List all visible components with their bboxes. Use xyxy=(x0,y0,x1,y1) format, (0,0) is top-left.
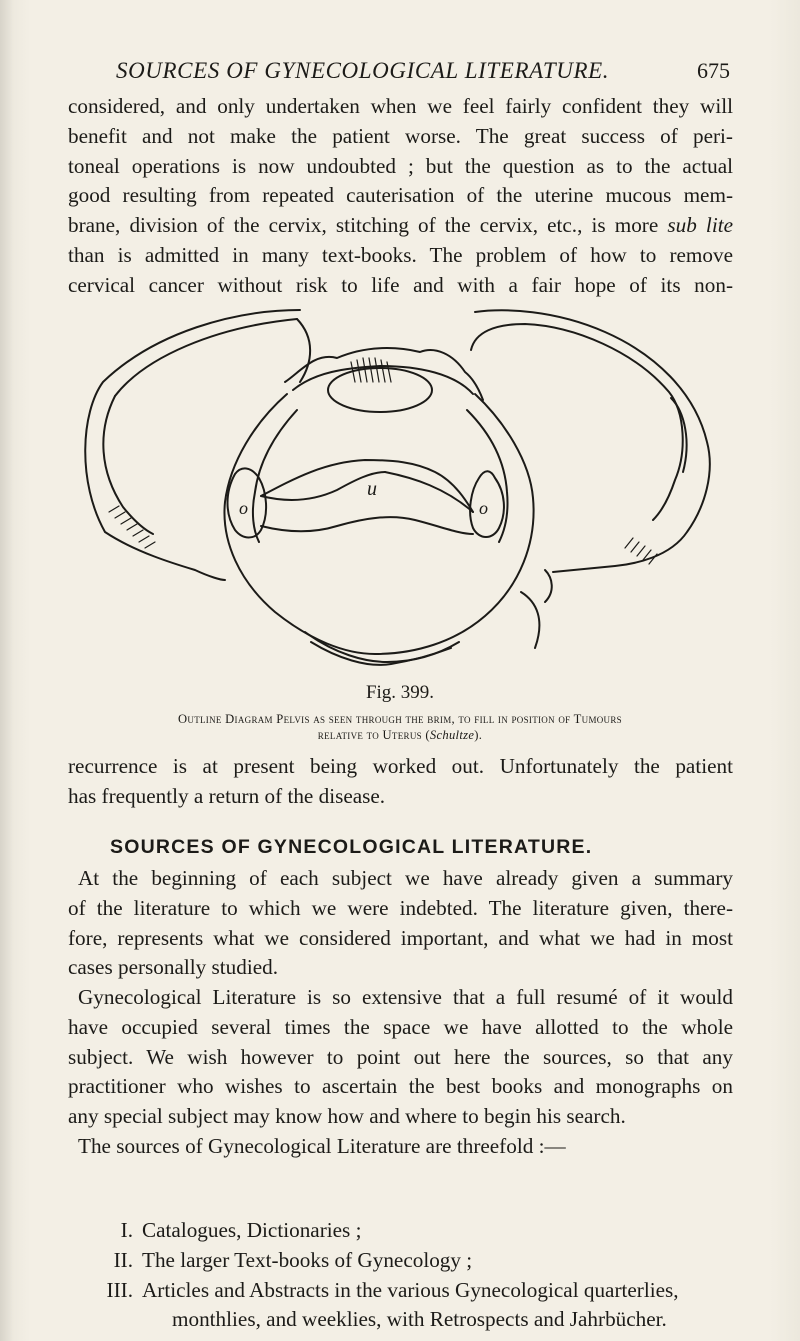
italic-phrase: sub lite xyxy=(667,213,733,238)
caption-author: Schultze xyxy=(429,728,475,742)
right-iliac-inner xyxy=(471,324,683,520)
text-line: toneal operations is now undoubted ; but the question as to the actual xyxy=(68,153,733,178)
sources-list xyxy=(68,1216,733,1335)
paragraph-3 xyxy=(68,864,733,983)
list-number: I. xyxy=(120,1218,133,1242)
list-continuation-text: monthlies, and weeklies, with Retrospects and Jahrbücher. xyxy=(172,1307,667,1332)
running-title: SOURCES OF GYNECOLOGICAL LITERATURE. xyxy=(116,58,610,83)
right-wing-ridge xyxy=(671,398,687,472)
text-line: any special subject may know how and where to begin his search. xyxy=(68,1104,626,1129)
text-line: of the literature to which we were indebted. The literature given, there- xyxy=(68,895,733,920)
text-line: recurrence is at present being worked out. Unfortunately the patient xyxy=(68,754,733,778)
section-heading: SOURCES OF GYNECOLOGICAL LITERATURE. xyxy=(110,836,593,858)
left-iliac-wing xyxy=(85,310,300,580)
text-line-with-italic xyxy=(68,211,733,241)
caption-line-2-prefix: relative to Uterus ( xyxy=(317,728,430,742)
figure-caption xyxy=(60,711,740,743)
text-line: has frequently a return of the disease. xyxy=(68,783,386,808)
text-line: At the beginning of each subject we have already given a summary xyxy=(78,866,733,890)
text-line: Gynecological Literature is so extensive that a full resumé of it would xyxy=(78,985,733,1009)
running-head xyxy=(70,58,730,88)
pubic-symphysis-right xyxy=(521,592,539,648)
spine-shadow xyxy=(0,0,14,1341)
text-line: subject. We wish however to point out here the sources, so that any xyxy=(68,1044,733,1069)
right-ramus xyxy=(545,570,552,602)
inner-brim xyxy=(253,410,297,542)
list-number: III. xyxy=(106,1277,133,1302)
uterus-marker: u xyxy=(367,478,377,500)
list-text: Catalogues, Dictionaries ; xyxy=(142,1218,362,1242)
text-line: good resulting from repeated cauterisation of the uterine mucous mem- xyxy=(68,183,733,208)
text-line: practitioner who wishes to ascertain the best books and monographs on xyxy=(68,1074,733,1099)
caption-line-2-suffix: ). xyxy=(474,728,483,742)
paragraph-2 xyxy=(68,752,733,812)
pelvis-outline-diagram xyxy=(75,302,715,682)
list-number: II. xyxy=(113,1247,133,1272)
caption-line-1: Outline Diagram Pelvis as seen through the brim, to fill in position of Tumours xyxy=(178,712,622,726)
text-line: fore, represents what we considered important, and what we had in most xyxy=(68,925,733,950)
left-hatching xyxy=(109,506,155,548)
right-iliac-wing xyxy=(475,310,710,572)
list-item xyxy=(68,1216,733,1246)
paragraph-1 xyxy=(68,92,733,301)
list-item xyxy=(68,1246,733,1276)
list-text: The larger Text-books of Gynecology ; xyxy=(142,1247,473,1272)
left-wing-ridge xyxy=(115,319,297,396)
paragraph-4 xyxy=(68,983,733,1162)
sacrum-oval xyxy=(328,368,432,412)
left-ovary-marker: o xyxy=(239,498,248,518)
text-line: considered, and only undertaken when we feel fairly confident they will xyxy=(68,94,733,118)
uterus-lower xyxy=(261,517,473,534)
right-ovary-marker: o xyxy=(479,498,488,518)
text-line: have occupied several times the space we have allotted to the whole xyxy=(68,1014,733,1039)
text-line: benefit and not make the patient worse. The great success of peri- xyxy=(68,123,733,148)
text-line: cervical cancer without risk to life and with a fair hope of its non- xyxy=(68,272,733,297)
text-line: cases personally studied. xyxy=(68,955,279,980)
right-hatching xyxy=(625,538,657,564)
text-line: than is admitted in many text-books. The problem of how to remove xyxy=(68,242,733,267)
list-text: Articles and Abstracts in the various Gynecological quarterlies, xyxy=(142,1277,679,1302)
figure-label: Fig. 399. xyxy=(365,682,435,703)
pubic-lower xyxy=(305,632,459,662)
page-number: 675 xyxy=(697,58,730,83)
text-line-start: brane, division of the cervix, stitching of the cervix, etc., is more xyxy=(68,213,659,238)
list-item-continuation xyxy=(68,1305,733,1335)
left-iliac-inner xyxy=(103,396,153,534)
list-item xyxy=(68,1276,733,1306)
left-ala xyxy=(297,319,310,382)
text-line: The sources of Gynecological Literature are threefold :— xyxy=(78,1133,566,1158)
